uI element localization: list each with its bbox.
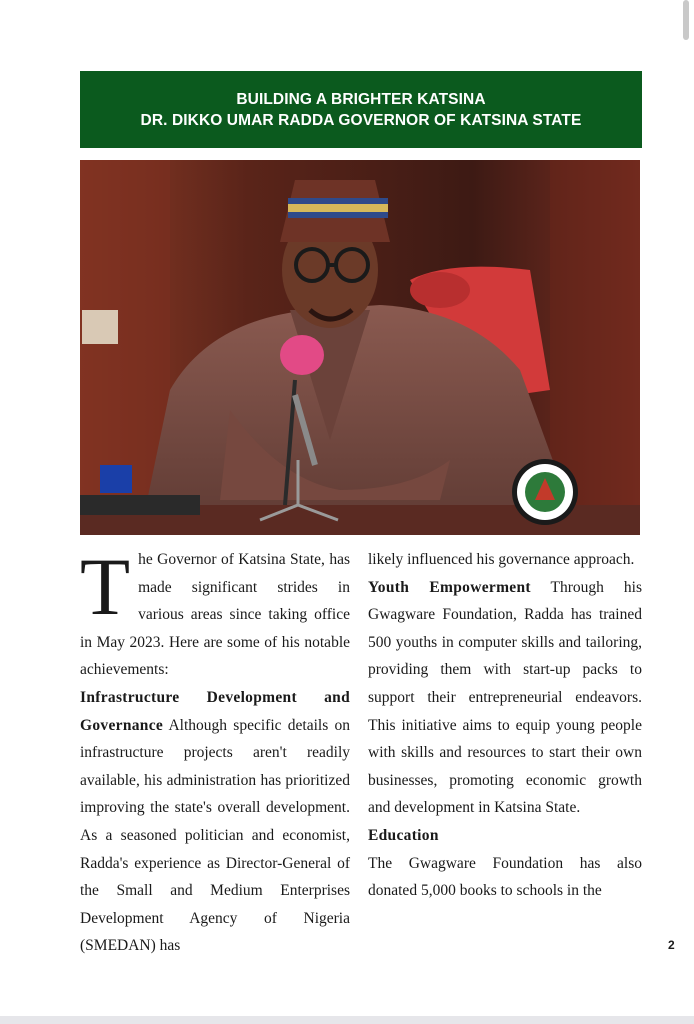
bottom-bar [0, 1016, 694, 1024]
governor-photo-illustration [80, 160, 640, 535]
page-number: 2 [668, 938, 675, 952]
infrastructure-paragraph [80, 684, 350, 960]
intro-text: he Governor of Katsina State, has made significant strides in various areas since taking office in May 2023. Here are some of his notable achievements: [80, 551, 350, 679]
infrastructure-text: Although specific details on infrastructure projects aren't readily available, his administration has prioritized improving the state's overall development. As a seasoned politician and economist, Radda's experience as Director-General of the Small and Medium Enterprises Development Agency of Nigeria (SMEDAN) has [80, 716, 350, 955]
infrastructure-heading: Infrastructure Development and Governance [80, 688, 350, 734]
governor-photo [80, 160, 640, 535]
youth-text: Through his Gwagware Foundation, Radda has trained 500 youths in computer skills and tailoring, providing them with start-up packs to support their entrepreneurial endeavors. This initiative aims to equip young people with skills and resources to start their own businesses, promoting economic growth and development in Katsina State. [368, 578, 642, 817]
intro-paragraph [80, 541, 350, 684]
article-column-right [368, 546, 642, 905]
infrastructure-continued: likely influenced his governance approach. [368, 551, 635, 568]
youth-paragraph [368, 574, 642, 822]
banner-title: BUILDING A BRIGHTER KATSINA [236, 90, 486, 108]
education-text: The Gwagware Foundation has also donated 5,000 books to schools in the [368, 854, 642, 900]
education-heading: Education [368, 826, 439, 844]
drop-cap: T [80, 541, 131, 632]
banner-subtitle: DR. DIKKO UMAR RADDA GOVERNOR OF KATSINA STATE [140, 111, 582, 129]
title-banner [80, 71, 642, 148]
youth-heading: Youth Empowerment [368, 578, 531, 596]
article-column-left [80, 541, 350, 960]
scrollbar[interactable] [683, 0, 689, 40]
